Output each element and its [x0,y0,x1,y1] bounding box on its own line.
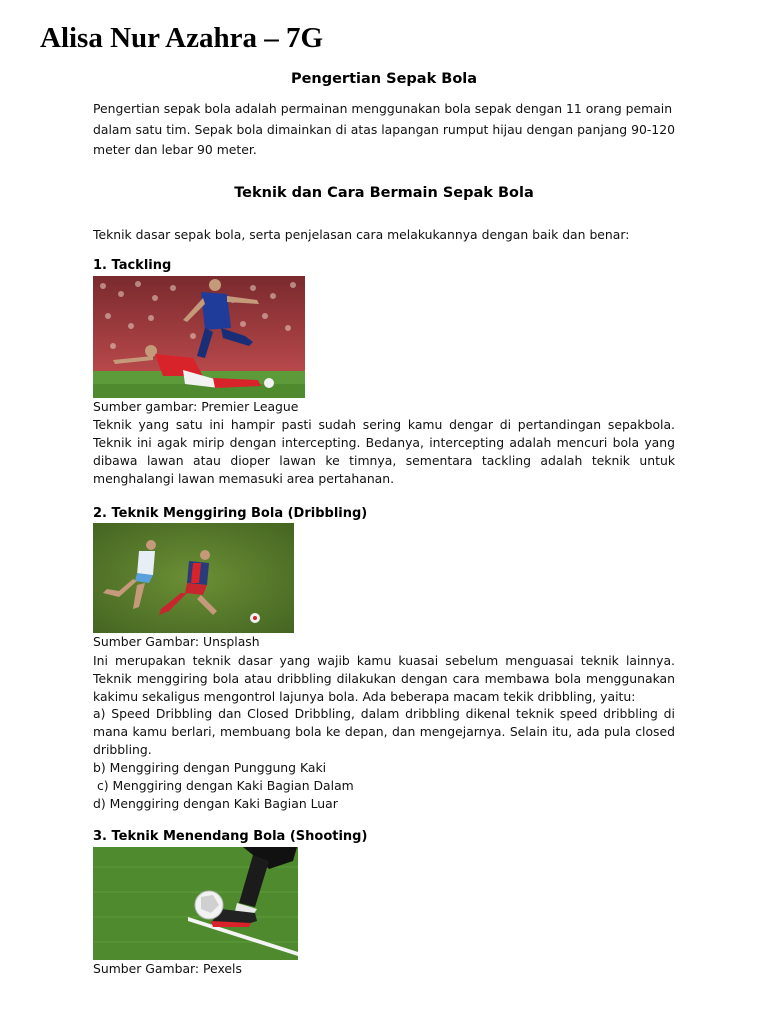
shooting-photo [93,847,298,960]
document-author-title: Alisa Nur Azahra – 7G [40,22,324,54]
dribbling-heading: 2. Teknik Menggiring Bola (Dribbling) [93,506,368,521]
shooting-caption: Sumber Gambar: Pexels [93,961,242,976]
list-item: a) Speed Dribbling dan Closed Dribbling, dalam dribbling dikenal teknik speed dribbling di mana kamu berlari, membuang bola ke depan, dan mengejarnya. Selain itu, ada pula closed dribbling. [93,706,675,757]
dribbling-technique-list [93,705,675,813]
tackling-heading: 1. Tackling [93,258,172,273]
teknik-intro-paragraph: Teknik dasar sepak bola, serta penjelasan cara melakukannya dengan baik dan benar: [93,227,630,242]
tackling-photo [93,276,305,398]
section-heading-teknik: Teknik dan Cara Bermain Sepak Bola [234,185,534,201]
dribbling-photo [93,523,294,633]
tackling-paragraph: Teknik yang satu ini hampir pasti sudah sering kamu dengar di pertandingan sepakbola. Teknik ini agak mirip dengan intercepting. Bedanya, intercepting adalah mencuri bola yang dibawa lawan atau dioper lawan ke timnya, sementara tackling adalah teknik untuk menghalangi lawan memasuki area pertahanan. [93,417,675,486]
list-item: d) Menggiring dengan Kaki Bagian Luar [93,796,338,811]
pengertian-paragraph: Pengertian sepak bola adalah permainan menggunakan bola sepak dengan 11 orang pemain dalam satu tim. Sepak bola dimainkan di atas lapangan rumput hijau dengan panjang 90-120 meter dan lebar 90 meter. [93,101,675,157]
shooting-heading: 3. Teknik Menendang Bola (Shooting) [93,829,368,844]
tackling-caption: Sumber gambar: Premier League [93,399,299,414]
dribbling-paragraph: Ini merupakan teknik dasar yang wajib kamu kuasai sebelum menguasai teknik lainnya. Teknik menggiring bola atau dribbling dilakukan dengan cara membawa bola menggunakan kakimu sekaligus mengontrol lajunya bola. Ada beberapa macam tekik dribbling, yaitu: [93,653,675,704]
list-item: c) Menggiring dengan Kaki Bagian Dalam [93,778,354,793]
list-item: b) Menggiring dengan Punggung Kaki [93,760,327,775]
dribbling-caption: Sumber Gambar: Unsplash [93,634,260,649]
section-heading-pengertian: Pengertian Sepak Bola [290,71,478,87]
